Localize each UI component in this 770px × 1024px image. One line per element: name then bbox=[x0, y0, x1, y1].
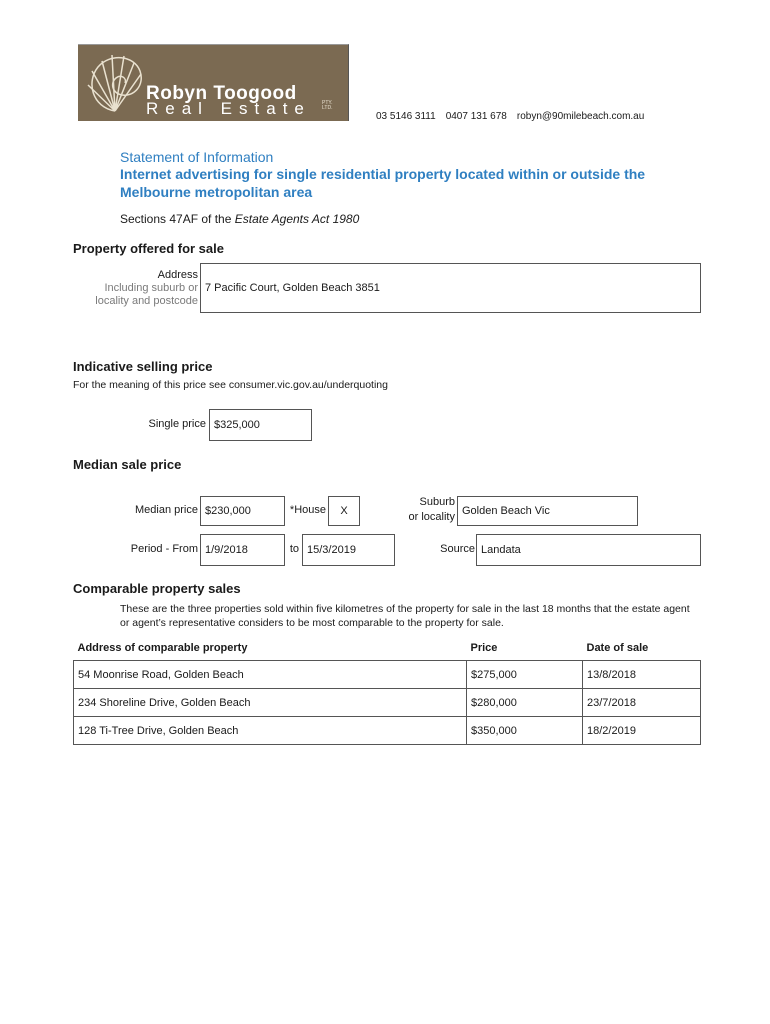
comparable-date[interactable]: 13/8/2018 bbox=[583, 661, 701, 689]
period-from-field[interactable]: 1/9/2018 bbox=[200, 534, 285, 566]
comparable-address[interactable]: 54 Moonrise Road, Golden Beach bbox=[74, 661, 467, 689]
house-checkbox[interactable]: X bbox=[328, 496, 360, 526]
comparable-address[interactable]: 234 Shoreline Drive, Golden Beach bbox=[74, 689, 467, 717]
address-label: Address bbox=[157, 269, 198, 281]
email-address[interactable]: robyn@90milebeach.com.au bbox=[516, 111, 645, 122]
comparable-note: These are the three properties sold within five kilometres of the property for sale in the last 18 months that the estate agent or agent’s representative considers to be most comparable to the property for sale. bbox=[120, 603, 690, 629]
table-row bbox=[74, 689, 701, 717]
single-price-field[interactable]: $325,000 bbox=[209, 409, 312, 441]
median-section-title: Median sale price bbox=[73, 457, 182, 472]
suburb-label: Suburb bbox=[419, 496, 455, 508]
indicative-note: For the meaning of this price see consumer.vic.gov.au/underquoting bbox=[73, 379, 388, 391]
address-sublabel-1: Including suburb or bbox=[104, 282, 198, 294]
logo-ptl: PTY. LTD. bbox=[322, 100, 333, 111]
property-type-label: *House bbox=[289, 504, 326, 516]
mobile-number: 0407 131 678 bbox=[445, 111, 507, 122]
median-price-label: Median price bbox=[135, 504, 198, 516]
locality-label: or locality bbox=[408, 511, 455, 523]
comparable-price[interactable]: $275,000 bbox=[467, 661, 583, 689]
comparable-address[interactable]: 128 Ti-Tree Drive, Golden Beach bbox=[74, 717, 467, 745]
comparable-section-title: Comparable property sales bbox=[73, 581, 241, 596]
sections-prefix: Sections 47AF of the bbox=[120, 212, 235, 226]
comparable-price[interactable]: $280,000 bbox=[467, 689, 583, 717]
contact-line bbox=[376, 111, 644, 122]
indicative-section-title: Indicative selling price bbox=[73, 359, 213, 374]
period-to-field[interactable]: 15/3/2019 bbox=[302, 534, 395, 566]
comparable-date[interactable]: 18/2/2019 bbox=[583, 717, 701, 745]
act-name: Estate Agents Act 1980 bbox=[234, 212, 360, 226]
address-sublabel-2: locality and postcode bbox=[95, 295, 198, 307]
phone-number: 03 5146 3111 bbox=[376, 111, 436, 122]
comparable-price[interactable]: $350,000 bbox=[467, 717, 583, 745]
suburb-field[interactable]: Golden Beach Vic bbox=[457, 496, 638, 526]
column-header-address: Address of comparable property bbox=[77, 642, 248, 654]
column-header-price: Price bbox=[470, 642, 498, 654]
logo-name: Robyn Toogood bbox=[146, 83, 297, 104]
median-price-field[interactable]: $230,000 bbox=[200, 496, 285, 526]
single-price-label: Single price bbox=[148, 418, 206, 430]
source-label: Source bbox=[440, 543, 475, 555]
sections-reference bbox=[120, 212, 359, 226]
address-field[interactable]: 7 Pacific Court, Golden Beach 3851 bbox=[200, 263, 701, 313]
period-from-label: Period - From bbox=[130, 543, 198, 555]
column-header-date: Date of sale bbox=[586, 642, 649, 654]
source-field[interactable]: Landata bbox=[476, 534, 701, 566]
comparable-date[interactable]: 23/7/2018 bbox=[583, 689, 701, 717]
statement-heading: Statement of Information bbox=[120, 149, 274, 165]
table-header-row bbox=[74, 638, 701, 661]
document-title: Internet advertising for single residential property located within or outside the Melbourne metropolitan area bbox=[120, 166, 646, 200]
table-row bbox=[74, 661, 701, 689]
logo-subtitle: Real Estate bbox=[146, 99, 311, 118]
property-section-title: Property offered for sale bbox=[73, 241, 224, 256]
nautilus-shell-icon bbox=[82, 47, 148, 117]
period-to-label: to bbox=[289, 543, 299, 555]
comparable-sales-table bbox=[73, 638, 701, 745]
table-row bbox=[74, 717, 701, 745]
